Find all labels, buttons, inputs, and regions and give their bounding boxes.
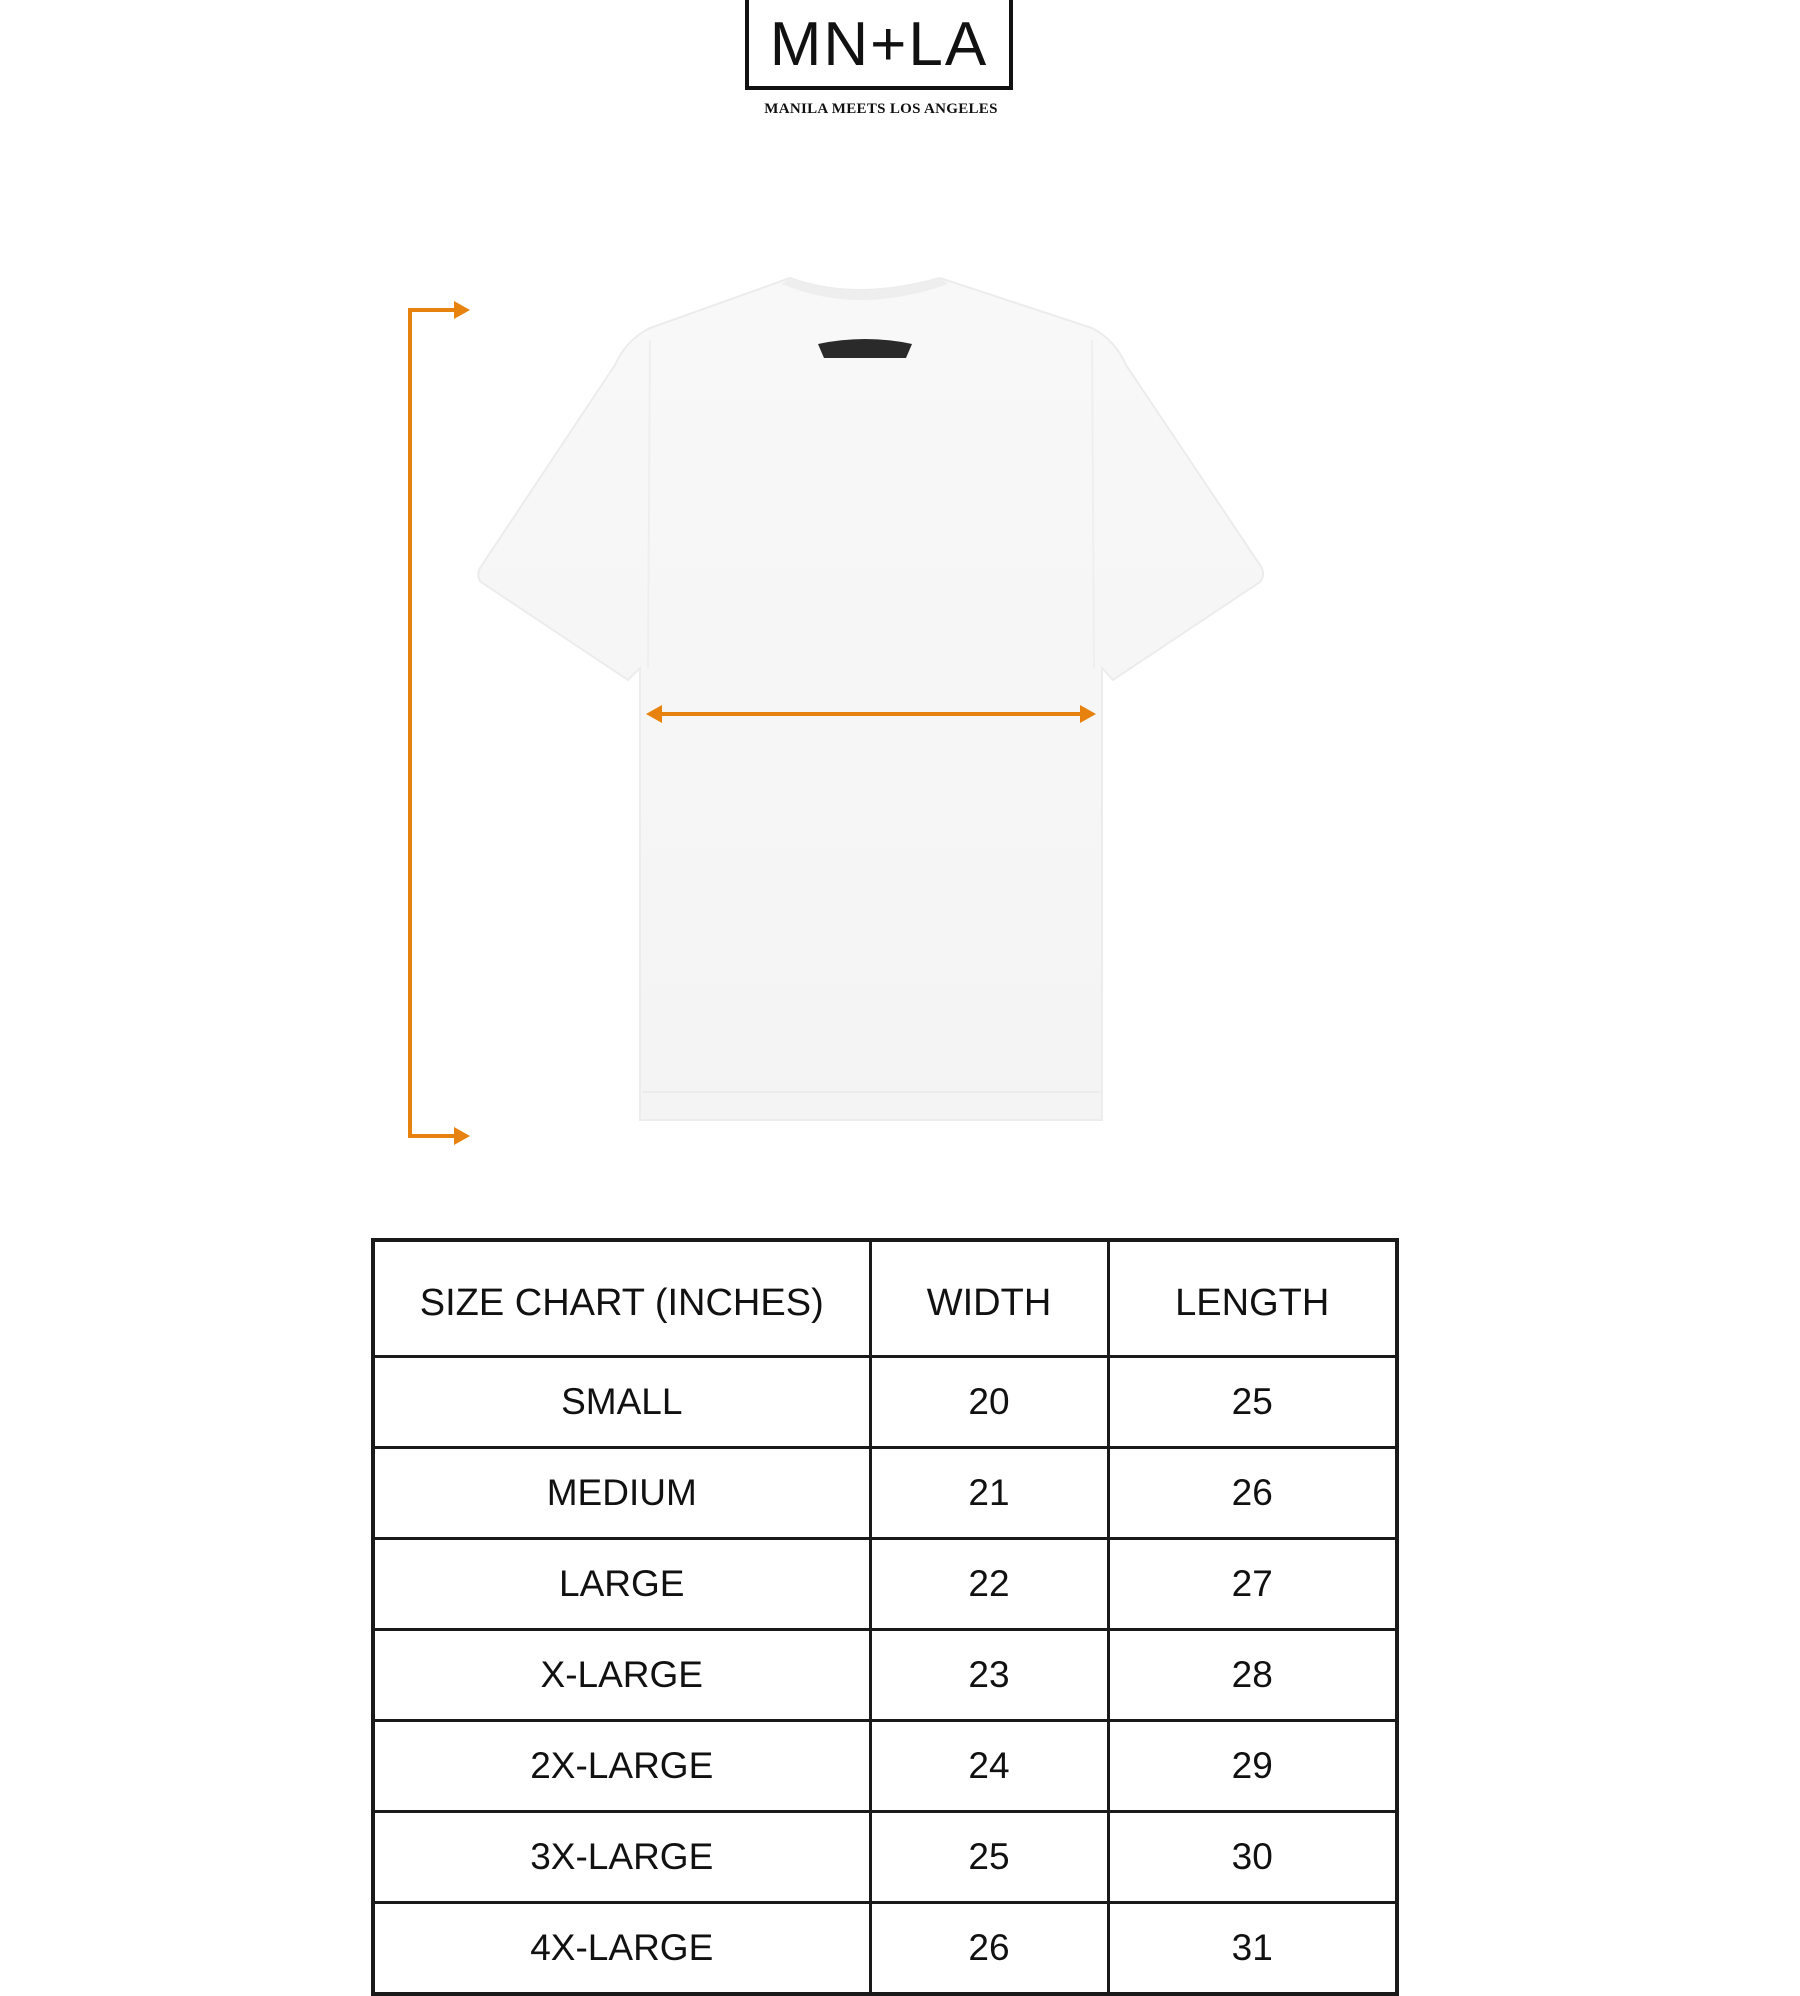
tshirt-shape	[478, 278, 1263, 1120]
size-chart-table	[371, 1238, 1399, 1996]
table-row	[373, 1447, 1397, 1538]
size-cell: MEDIUM	[373, 1447, 870, 1538]
length-cell: 28	[1108, 1629, 1397, 1720]
size-cell: 2X-LARGE	[373, 1720, 870, 1811]
brand-tagline: MANILA MEETS LOS ANGELES	[764, 101, 998, 117]
header-size-chart: SIZE CHART (INCHES)	[373, 1240, 870, 1356]
tshirt-neck-label	[818, 339, 912, 358]
length-cell: 25	[1108, 1356, 1397, 1447]
length-cell: 30	[1108, 1811, 1397, 1902]
header-width: WIDTH	[870, 1240, 1108, 1356]
header-length: LENGTH	[1108, 1240, 1397, 1356]
width-cell: 21	[870, 1447, 1108, 1538]
width-cell: 20	[870, 1356, 1108, 1447]
size-cell: LARGE	[373, 1538, 870, 1629]
width-cell: 24	[870, 1720, 1108, 1811]
length-cell: 27	[1108, 1538, 1397, 1629]
table-row	[373, 1538, 1397, 1629]
table-row	[373, 1811, 1397, 1902]
width-cell: 25	[870, 1811, 1108, 1902]
width-cell: 23	[870, 1629, 1108, 1720]
size-cell: 4X-LARGE	[373, 1902, 870, 1994]
length-cell: 29	[1108, 1720, 1397, 1811]
brand-mark: MN+LA	[769, 10, 989, 79]
length-cell: 31	[1108, 1902, 1397, 1994]
width-cell: 22	[870, 1538, 1108, 1629]
table-row	[373, 1629, 1397, 1720]
width-cell: 26	[870, 1902, 1108, 1994]
size-cell: X-LARGE	[373, 1629, 870, 1720]
table-row	[373, 1720, 1397, 1811]
size-cell: SMALL	[373, 1356, 870, 1447]
length-arrow	[410, 310, 458, 1136]
size-cell: 3X-LARGE	[373, 1811, 870, 1902]
size-chart-header-row	[373, 1240, 1397, 1356]
length-cell: 26	[1108, 1447, 1397, 1538]
length-arrow-top-head	[454, 301, 470, 319]
table-row	[373, 1356, 1397, 1447]
length-arrow-bottom-head	[454, 1127, 470, 1145]
